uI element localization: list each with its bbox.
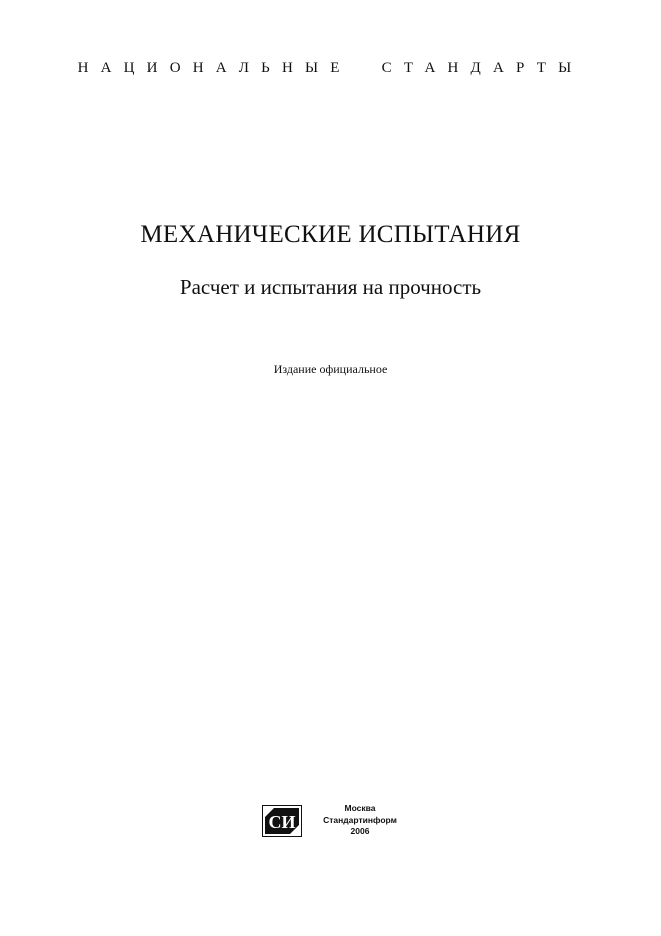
imprint-city: Москва (344, 803, 376, 813)
series-word-national: НАЦИОНАЛЬНЫЕ (77, 60, 352, 76)
document-title: МЕХАНИЧЕСКИЕ ИСПЫТАНИЯ (140, 221, 521, 248)
standartinform-logo-icon (262, 805, 302, 837)
edition-note: Издание официальное (273, 362, 388, 376)
publisher-block (262, 803, 412, 839)
document-subtitle: Расчет и испытания на прочность (179, 275, 482, 299)
imprint (310, 803, 410, 838)
imprint-publisher: Стандартинформ (323, 814, 397, 825)
imprint-year: 2006 (350, 826, 370, 836)
logo-letters: СИ (268, 812, 296, 832)
series-word-standards: СТАНДАРТЫ (381, 60, 584, 76)
series-header (0, 60, 661, 77)
